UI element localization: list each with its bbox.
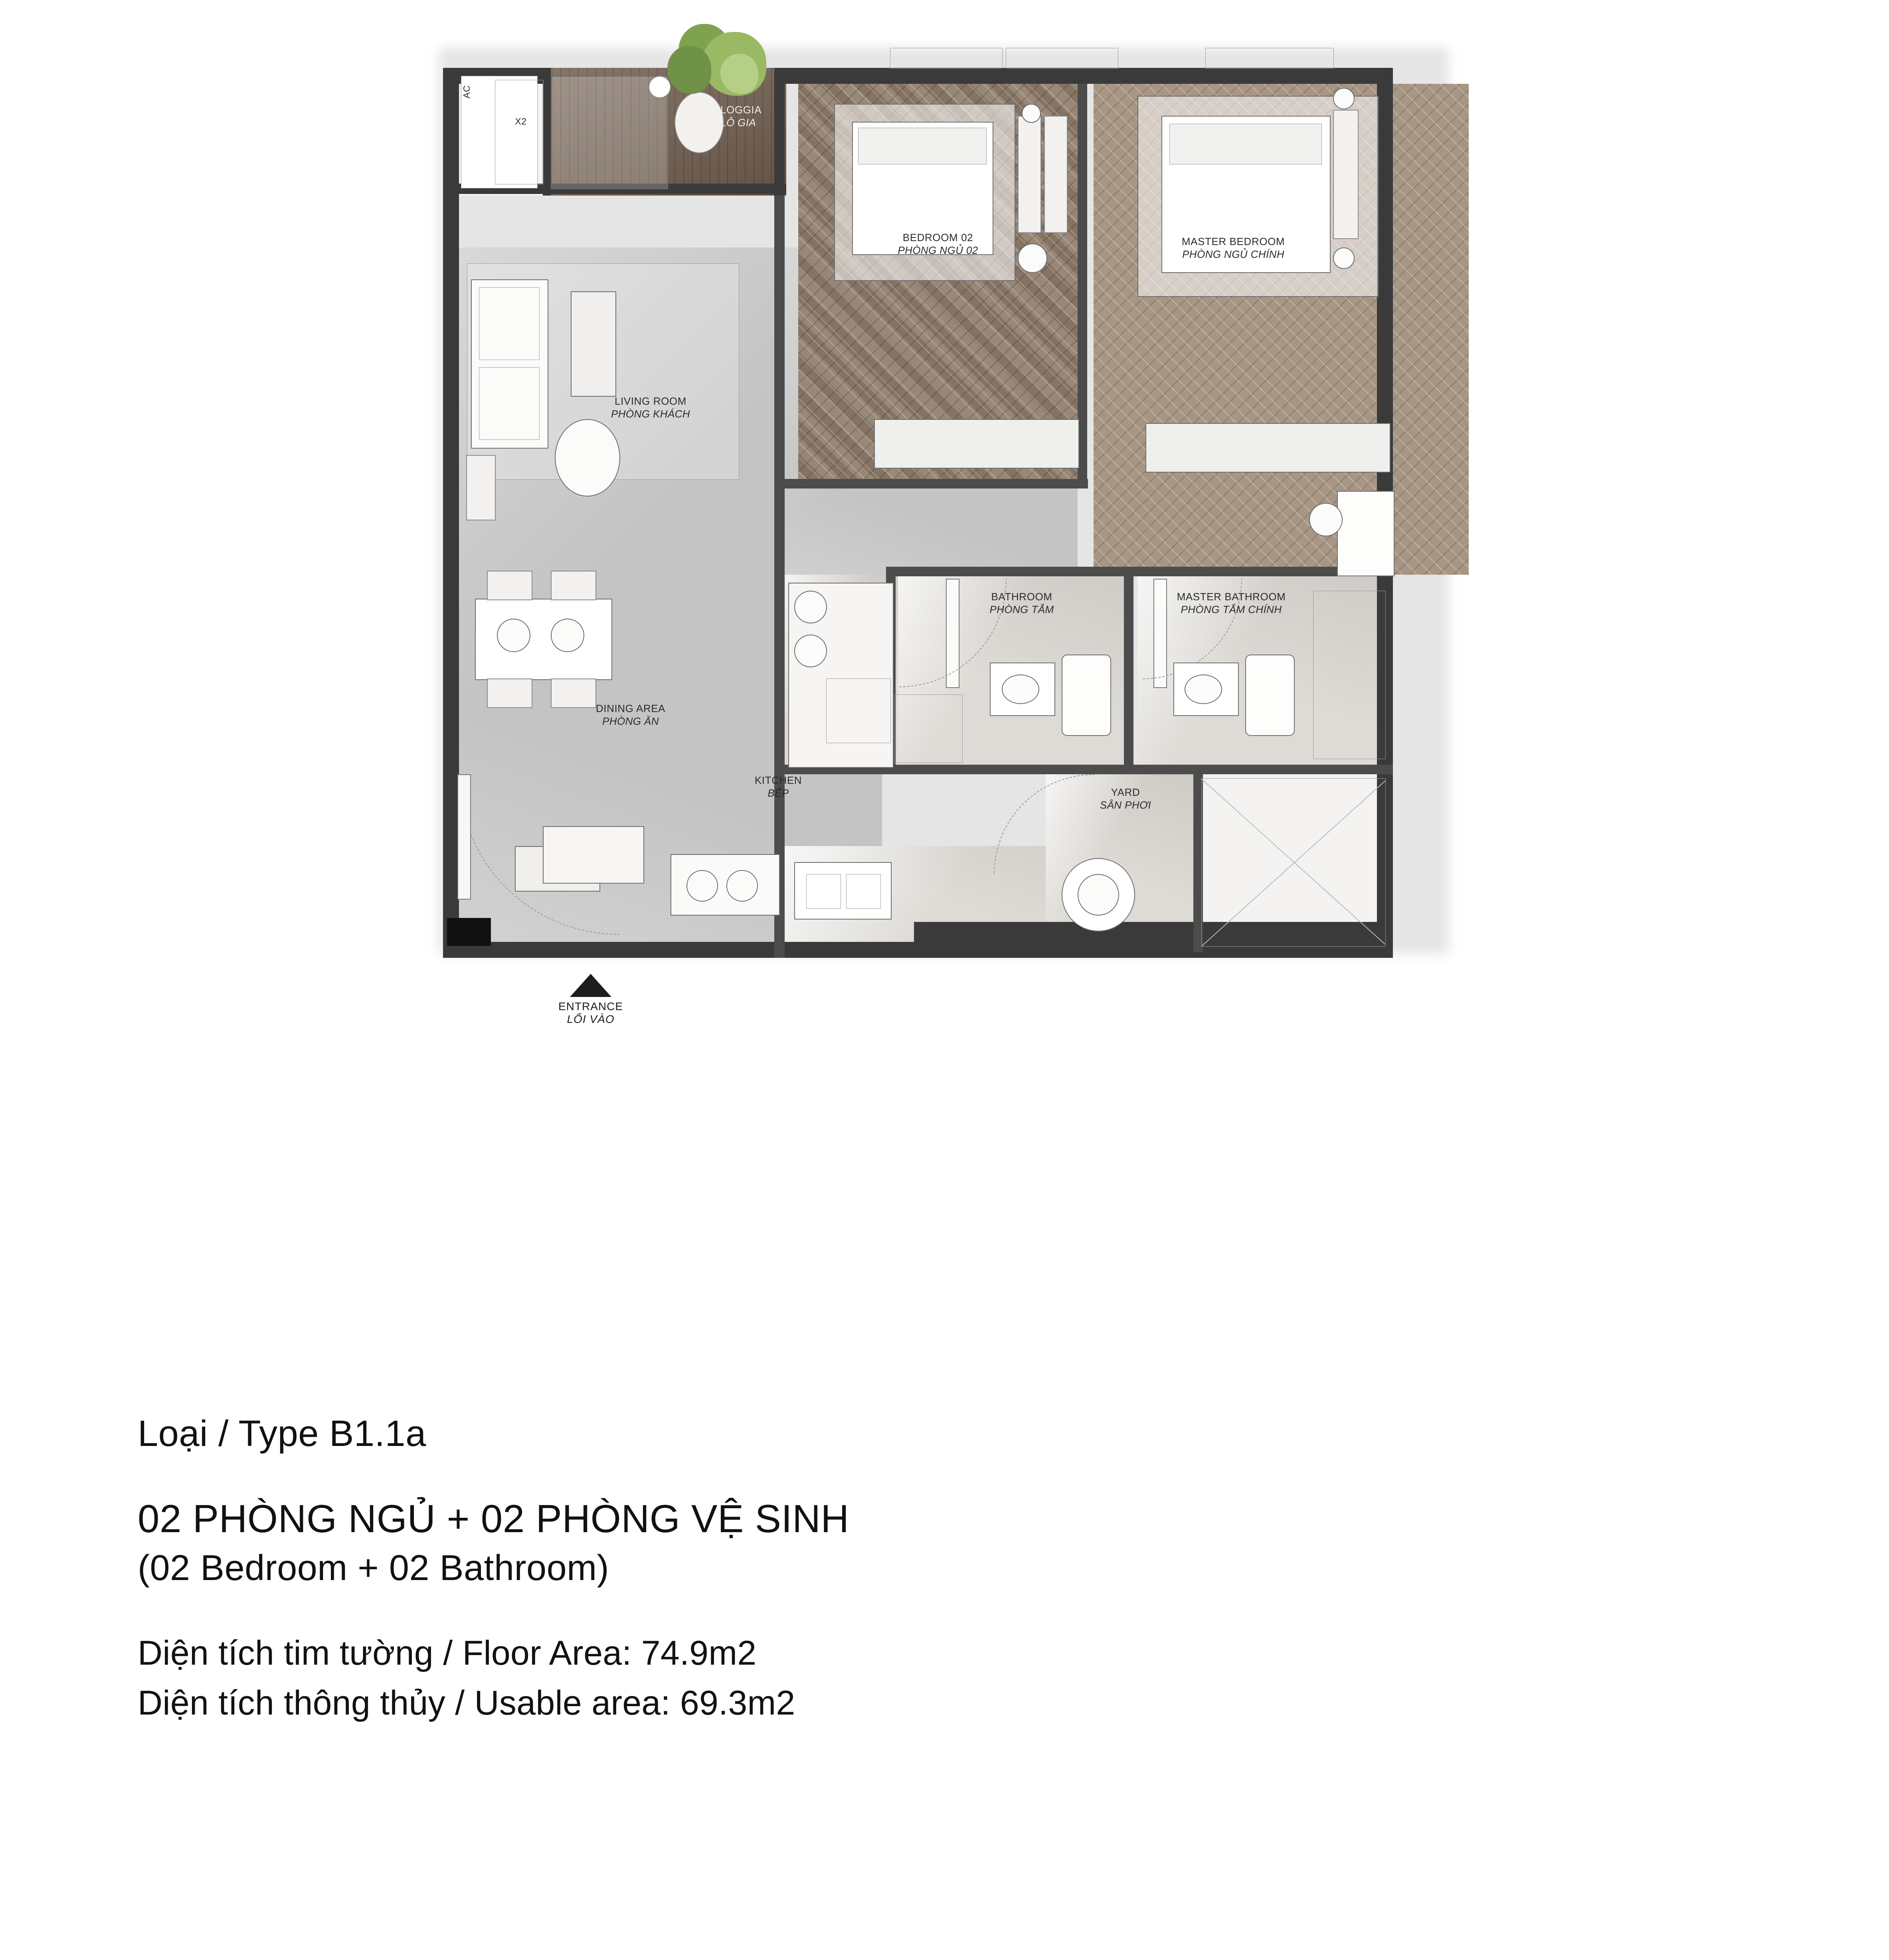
wall-bathroom-right: [1124, 567, 1133, 774]
master-bed-pillows: [1169, 124, 1322, 164]
room-label-yard: YARD SÂN PHƠI: [1100, 786, 1151, 811]
bathroom-shower-tray: [894, 694, 963, 763]
room-label-kitchen: KITCHEN BẾP: [754, 774, 802, 799]
wall-ac-divider: [543, 68, 551, 196]
bed-02-ceiling-point: [1022, 104, 1041, 123]
loggia-washbasin: [675, 92, 724, 153]
sink-bowl-b: [846, 874, 881, 909]
washing-machine-door: [1078, 874, 1119, 916]
master-bathroom-basin: [1185, 674, 1222, 704]
wall-exterior-top: [782, 68, 1393, 84]
bed-02-pillows: [858, 128, 987, 164]
wall-exterior-left: [443, 68, 459, 958]
master-dresser: [1337, 491, 1394, 576]
bathroom-toilet: [1062, 655, 1111, 736]
usable-area-line: Diện tích thông thủy / Usable area: 69.3m2: [138, 1684, 795, 1722]
floor-plan: [423, 24, 1493, 962]
dining-chair-1: [487, 571, 532, 600]
wall-loggia-right: [774, 68, 785, 196]
entrance-marker: [519, 974, 663, 1042]
sofa-cushion-b: [479, 367, 540, 440]
entry-threshold: [447, 918, 491, 946]
window-bedroom-02-b: [1006, 48, 1118, 69]
bed-02-lamp: [1018, 243, 1047, 273]
kitchen-hob-ring-a: [794, 591, 827, 623]
loggia-floor-drain: [649, 76, 671, 98]
master-bed-side-table: [1333, 110, 1359, 239]
entrance-arrow-icon: [570, 974, 611, 997]
wall-bathroom-bottom: [886, 765, 1133, 774]
bed-02-wardrobe: [874, 419, 1079, 469]
ac-quantity-label: X2: [515, 116, 527, 127]
rooms-line-vi: 02 PHÒNG NGỦ + 02 PHÒNG VỆ SINH: [138, 1497, 849, 1541]
armchair: [555, 419, 620, 496]
wall-exterior-bottom-left: [443, 942, 922, 958]
entrance-label-en: ENTRANCE: [558, 1000, 623, 1013]
sink-bowl-a: [806, 874, 841, 909]
dining-plate-b: [551, 619, 584, 652]
dining-plate-a: [497, 619, 530, 652]
master-stool: [1309, 503, 1343, 536]
master-bathroom-toilet: [1245, 655, 1295, 736]
caption-block: [138, 1413, 1574, 1733]
dining-chair-3: [487, 678, 532, 708]
dining-chair-2: [551, 571, 596, 600]
sofa-cushion-a: [479, 287, 540, 360]
cooktop-burner-b: [726, 870, 758, 902]
kitchen-hob-ring-b: [794, 635, 827, 667]
dining-table: [475, 599, 612, 680]
window-bedroom-02: [890, 48, 1003, 69]
room-label-master-bedroom: MASTER BEDROOM PHÒNG NGỦ CHÍNH: [1181, 235, 1285, 260]
wall-hall-left: [774, 196, 785, 607]
wall-master-bathroom-bottom: [1133, 765, 1393, 774]
master-bed-lamp-b: [1333, 247, 1355, 269]
master-bed-lamp-a: [1333, 88, 1355, 109]
side-table-living: [466, 455, 496, 520]
ac-label: AC: [461, 85, 472, 99]
room-label-dining-area: DINING AREA PHÒNG ĂN: [595, 702, 666, 727]
room-label-loggia: LOGGIA LÔ GIA: [720, 104, 762, 129]
plant-icon-3: [667, 46, 711, 94]
window-master-bedroom: [1205, 48, 1334, 69]
room-label-living-room: LIVING ROOM PHÒNG KHÁCH: [611, 395, 690, 420]
cooktop-burner-a: [686, 870, 718, 902]
refrigerator: [543, 826, 644, 884]
rooms-line-en: (02 Bedroom + 02 Bathroom): [138, 1548, 609, 1588]
bed-02-wardrobe-strip: [1044, 116, 1068, 233]
dining-chair-4: [551, 678, 596, 708]
unit-type-line: Loại / Type B1.1a: [138, 1413, 426, 1454]
entry-door-leaf: [457, 774, 471, 900]
plant-icon-4: [720, 54, 758, 94]
room-label-bedroom-02: BEDROOM 02 PHÒNG NGỦ 02: [898, 231, 978, 256]
bed-02-side-table: [1018, 116, 1041, 233]
room-label-bathroom: BATHROOM PHÒNG TẮM: [989, 591, 1054, 615]
ac-condenser: [495, 80, 544, 184]
master-shower-enclosure: [1313, 591, 1386, 759]
room-label-master-bathroom: MASTER BATHROOM PHÒNG TẮM CHÍNH: [1177, 591, 1286, 615]
master-wardrobe: [1145, 423, 1391, 473]
coffee-table: [571, 291, 616, 397]
wall-bathroom-top: [886, 567, 1078, 576]
bathroom-basin: [1002, 674, 1039, 704]
entrance-label-vi: LỐI VÀO: [567, 1013, 615, 1025]
kitchen-island-marker: [826, 678, 891, 743]
floor-area-line: Diện tích tim tường / Floor Area: 74.9m2: [138, 1634, 757, 1672]
wall-bedroom02-bottom: [785, 479, 1088, 489]
